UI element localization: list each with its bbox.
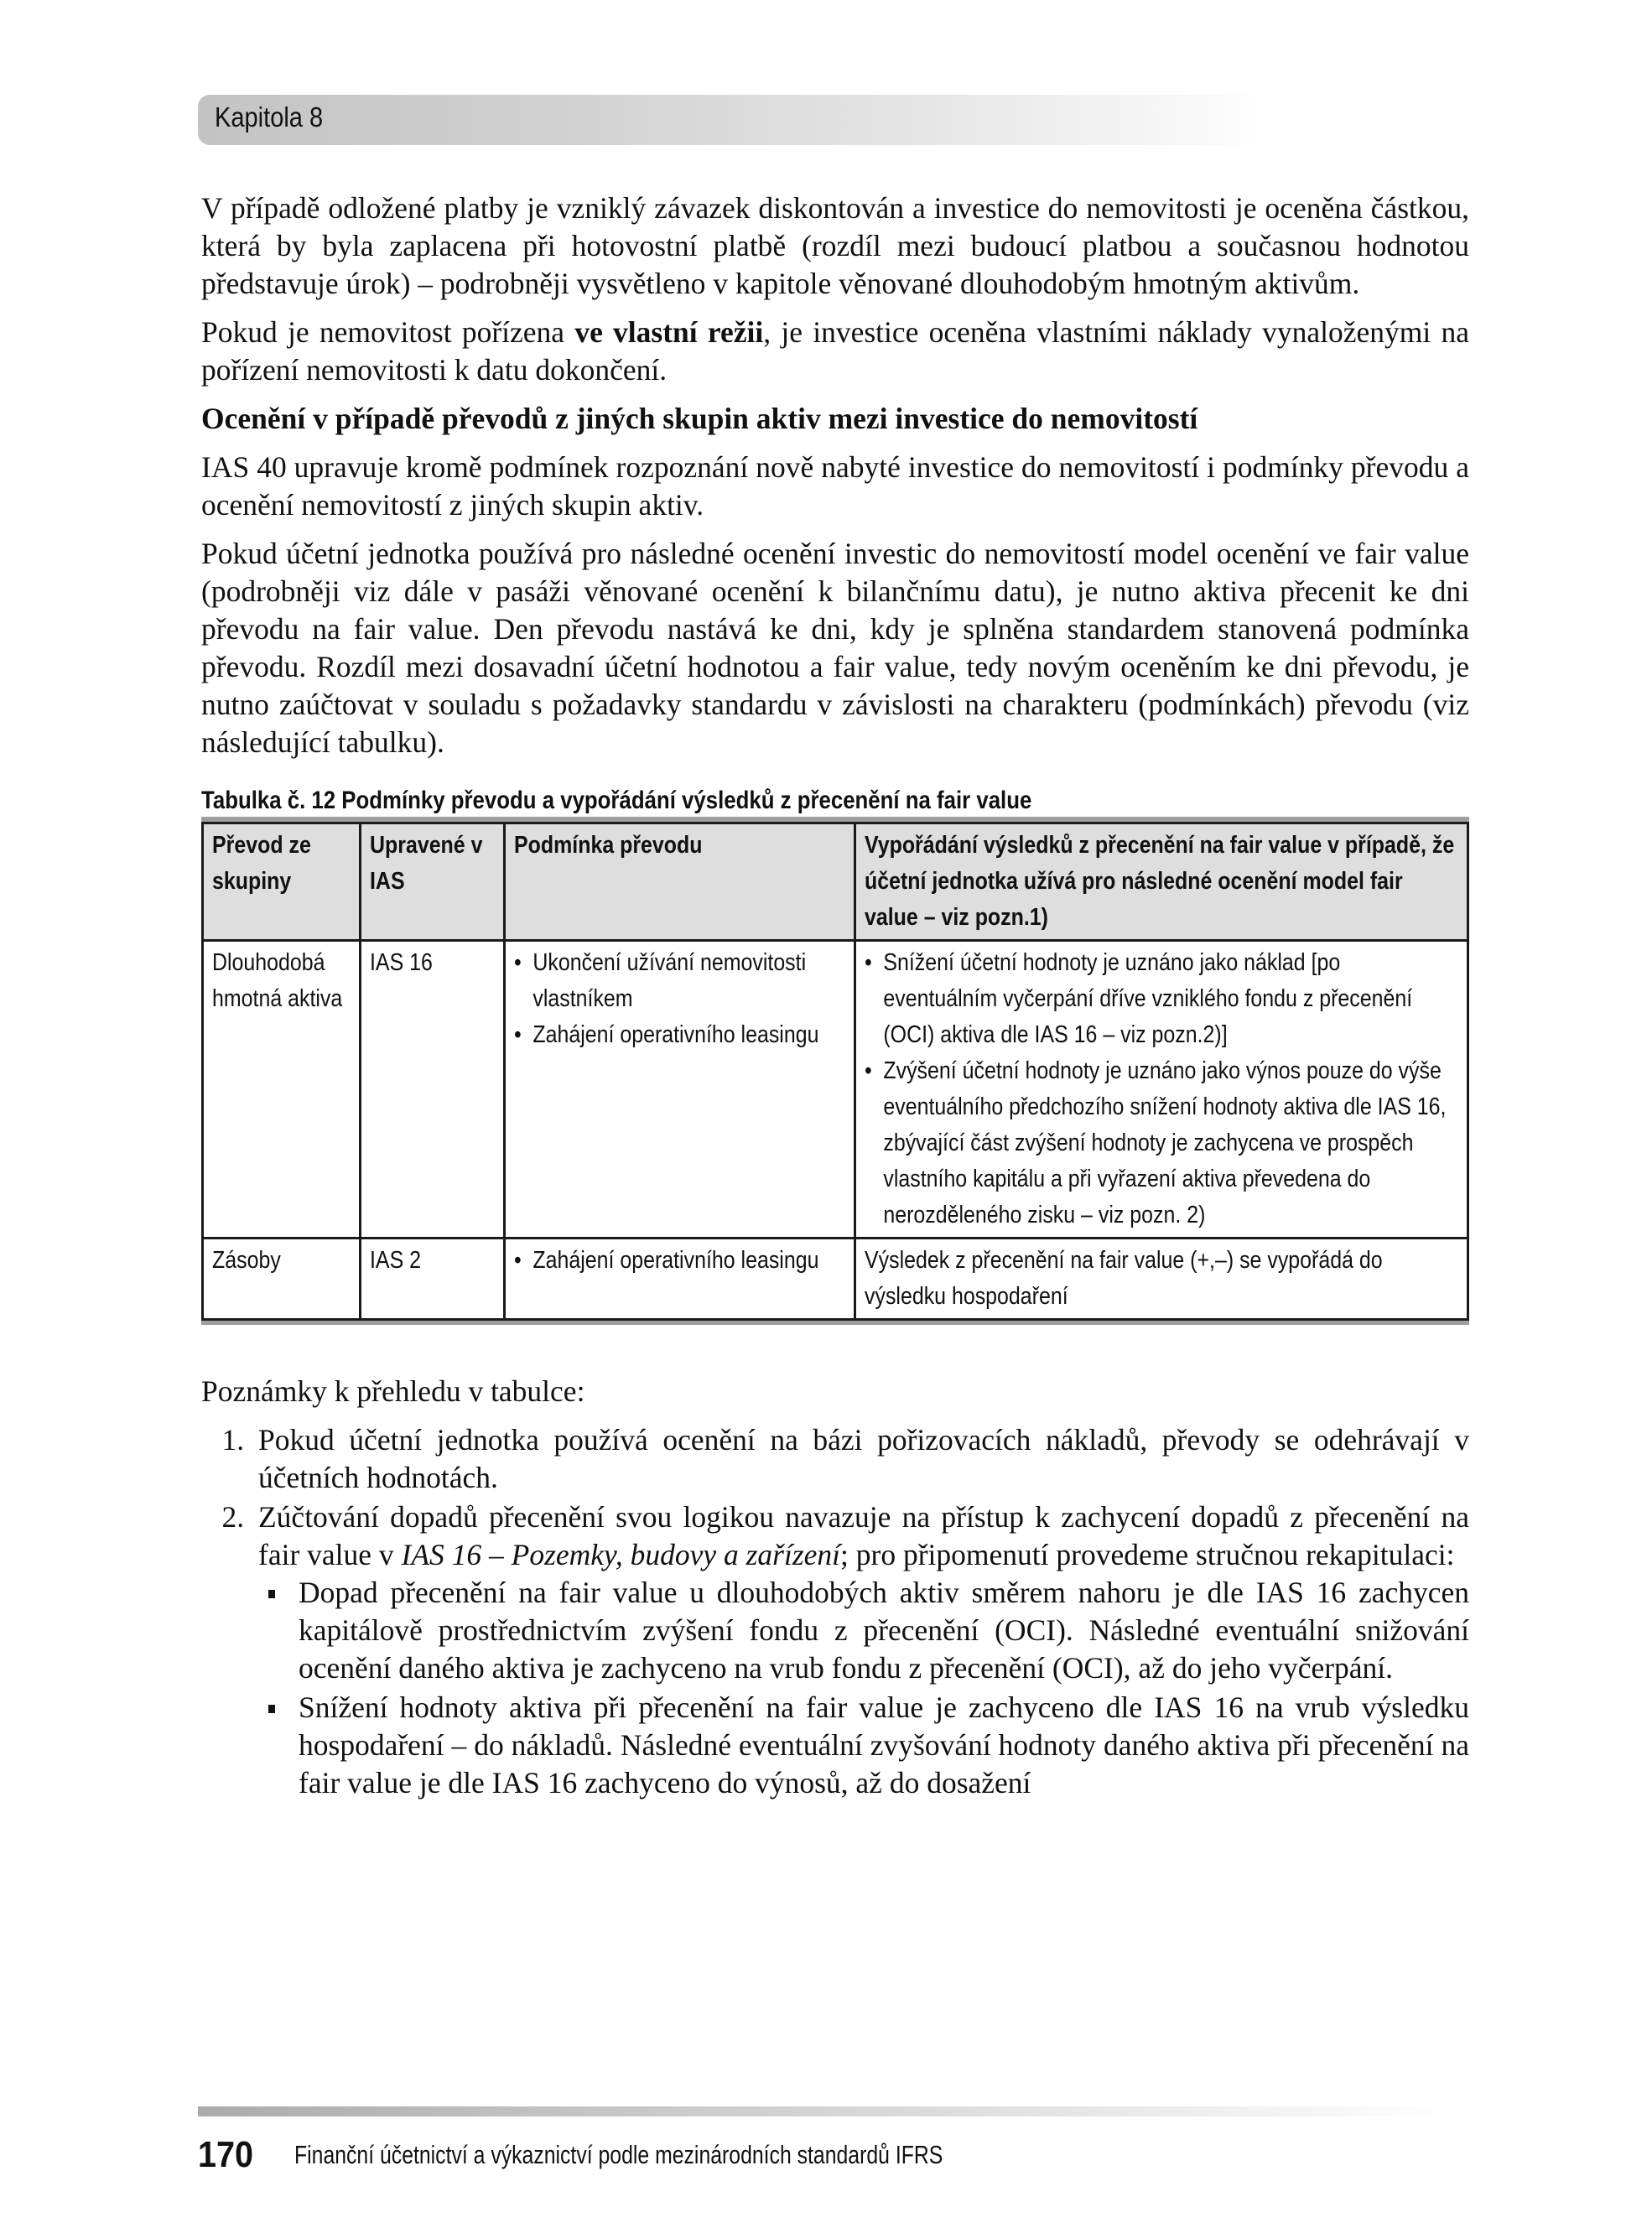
cell-ias [361,1239,505,1320]
header-text: Podmínka převodu [514,832,703,859]
paragraph-own-construction [201,314,1469,389]
settlement-list [865,945,1457,1233]
cell-text: Zásoby [212,1247,281,1274]
condition-item: • Ukončení užívání nemovitosti vlastníkem [514,945,844,1017]
note-item [252,1498,1469,1802]
cell-conditions [505,941,855,1239]
table-container [201,817,1469,1321]
cell-text-wrap [514,945,844,1053]
header-text: Vypořádání výsledků z přecenění na fair value v případě, že účetní jednotka užívá pro následné ocenění model fair value – viz pozn.1) [865,832,1455,931]
chapter-label: Kapitola 8 [215,101,324,132]
cell-text: Výsledek z přecenění na fair value (+,–) se vypořádá do výsledku hospodaření [865,1247,1383,1310]
text-run: ; pro připomenutí provedeme stručnou rekapitulaci: [840,1538,1455,1571]
italic-reference: IAS 16 – Pozemky, budovy a zařízení [401,1538,841,1571]
recap-list [258,1574,1469,1802]
text-run: , je investice oceněna vlastními náklady vynaloženými na pořízení nemovitosti k datu dokončení. [201,315,1470,387]
paragraph-fair-value-model: Pokud účetní jednotka používá pro následné ocenění investic do nemovitostí model ocenění ve fair value (podrobněji viz dále v pasáži věnované ocenění k bilančnímu datu), je nutno aktiva přecenit ke dni převodu na fair value. Den převodu nastává ke dni, kdy je splněna standardem stanovená podmínka převodu. Rozdíl mezi dosavadní účetní hodnotou a fair value, tedy novým oceněním ke dni převodu, je nutno zaúčtovat v souladu s požadavky standardu v závislosti na charakteru (podmínkách) převodu (viz následující tabulku). [201,537,1469,759]
cell-group [203,941,361,1239]
header-text: Upravené v IAS [370,832,483,895]
recap-item: Dopad přecenění na fair value u dlouhodobých aktiv směrem nahoru je dle IAS 16 zachycen kapitálově prostřednictvím zvýšení fondu z přecenění (OCI). Následné eventuální snižování ocenění daného aktiva je zachyceno na vrub fondu z přecenění (OCI), až do jeho vyčerpání. [258,1574,1469,1687]
settlement-item: • Zvýšení účetní hodnoty je uznáno jako výnos pouze do výše eventuálního předchozího snížení hodnoty aktiva dle IAS 16, zbývající část zvýšení hodnoty je zachycena ve prospěch vlastního kapitálu a při vyřazení aktiva převedena do nerozděleného zisku – viz pozn. 2) [865,1053,1457,1233]
cell-ias [361,941,505,1239]
cell-text: IAS 2 [370,1247,422,1274]
bold-term: ve vlastní režii [574,315,764,349]
cell-settlement [855,941,1468,1239]
text-run: Pokud je nemovitost pořízena [201,315,575,349]
cell-settlement [855,1239,1468,1320]
table-row [203,941,1468,1239]
table-row [203,1239,1468,1320]
header-cell-group [203,823,361,941]
cell-group [203,1239,361,1320]
book-title: Finanční účetnictví a výkaznictví podle mezinárodních standardů IFRS [294,2140,943,2169]
cell-text: Dlouhodobá hmotná aktiva [212,949,343,1012]
chapter-header-bar [198,95,1271,145]
section-heading: Ocenění v případě převodů z jiných skupin aktiv mezi investice do nemovitostí [201,402,1198,435]
notes-intro: Poznámky k přehledu v tabulce: [201,1374,585,1408]
footer-bar [198,2106,1456,2116]
page-body [201,190,1469,1804]
cell-text: IAS 16 [370,949,433,976]
table-caption: Tabulka č. 12 Podmínky převodu a vypořádání výsledků z přecenění na fair value [201,787,1032,814]
header-cell-settlement [855,823,1468,941]
recap-item: Snížení hodnoty aktiva při přecenění na fair value je zachyceno dle IAS 16 na vrub výsledku hospodaření – do nákladů. Následné eventuální zvyšování hodnoty daného aktiva při přecenění na fair value je dle IAS 16 zachyceno do výnosů, až do dosažení [258,1689,1469,1802]
text-run: Zúčtování dopadů přecenění svou logikou navazuje na přístup k zachycení dopadů z přecenění na fair value v [258,1500,1469,1571]
condition-list [514,1243,844,1279]
condition-item: • Zahájení operativního leasingu [514,1017,844,1053]
cell-text-wrap [865,945,1457,1233]
transfer-conditions-table [201,822,1469,1321]
paragraph-ias40: IAS 40 upravuje kromě podmínek rozpoznání nově nabyté investice do nemovitostí i podmínky převodu a ocenění nemovitostí z jiných skupin aktiv. [201,450,1469,522]
header-cell-ias [361,823,505,941]
cell-conditions [505,1239,855,1320]
paragraph-deferred-payment: V případě odložené platby je vzniklý závazek diskontován a investice do nemovitosti je oceněna částkou, která by byla zaplacena při hotovostní platbě (rozdíl mezi budoucí platbou a současnou hodnotou představuje úrok) – podrobněji vysvětleno v kapitole věnované dlouhodobým hmotným aktivům. [201,191,1469,300]
note-item: 1. Pokud účetní jednotka používá ocenění na bázi pořizovacích nákladů, převody se odehrávají v účetních hodnotách. [252,1421,1469,1497]
condition-item: • Zahájení operativního leasingu [514,1243,844,1279]
cell-text-wrap [514,1243,844,1279]
settlement-item: • Snížení účetní hodnoty je uznáno jako náklad [po eventuálním vyčerpání dříve vzniklého fondu z přecenění (OCI) aktiva dle IAS 16 – viz pozn.2)] [865,945,1457,1053]
table-header-row [203,823,1468,941]
condition-list [514,945,844,1053]
header-text: Převod ze skupiny [212,832,311,895]
header-cell-condition [505,823,855,941]
page-number: 170 [198,2134,254,2175]
notes-list [201,1421,1469,1802]
